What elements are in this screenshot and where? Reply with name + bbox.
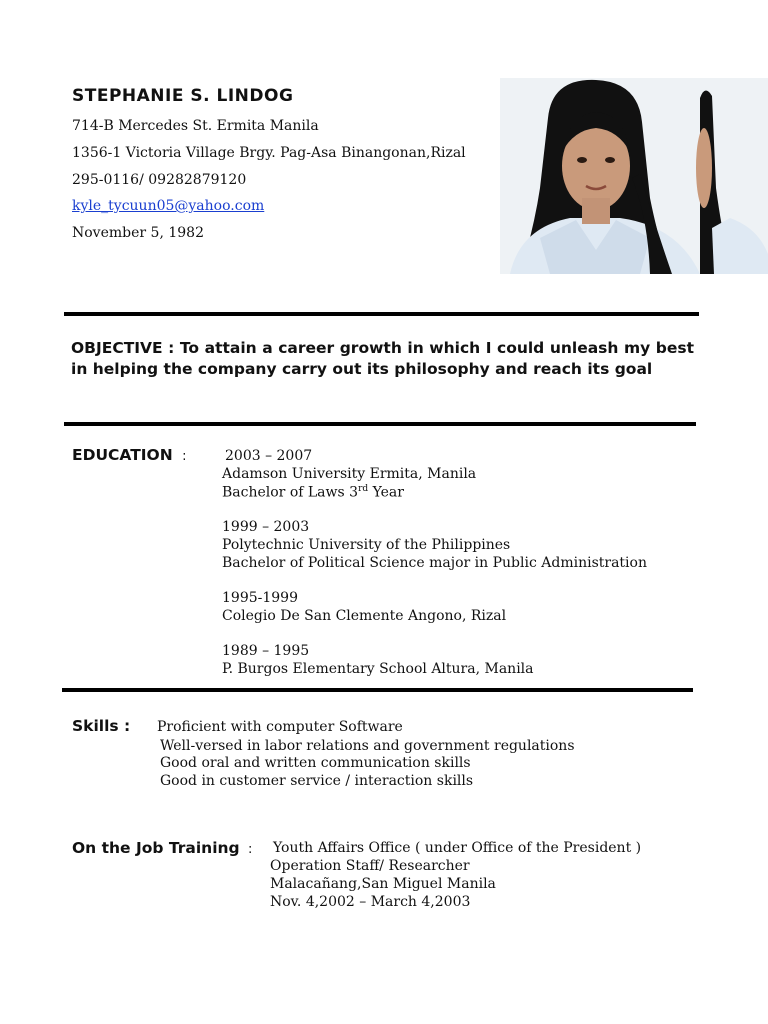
edu-2-school: Polytechnic University of the Philippines bbox=[222, 537, 511, 553]
skill-item: Well-versed in labor relations and government regulations bbox=[160, 738, 575, 754]
ojt-heading bbox=[72, 839, 252, 857]
ojt-location: Malacañang,San Miguel Manila bbox=[270, 876, 496, 892]
skill-item: Good oral and written communication skills bbox=[160, 755, 471, 771]
birthdate: November 5, 1982 bbox=[72, 225, 204, 241]
applicant-name: STEPHANIE S. LINDOG bbox=[72, 86, 294, 106]
edu-1-years: 2003 – 2007 bbox=[225, 448, 313, 464]
divider-top bbox=[64, 312, 699, 316]
education-heading-label: EDUCATION bbox=[72, 446, 173, 464]
divider-objective bbox=[64, 422, 696, 426]
skill-item: Good in customer service / interaction skills bbox=[160, 773, 474, 789]
skills-heading: Skills : bbox=[72, 717, 131, 735]
education-heading bbox=[72, 446, 187, 464]
skill-item: Proficient with computer Software bbox=[157, 719, 403, 735]
applicant-photo bbox=[500, 78, 768, 274]
education-colon: : bbox=[182, 449, 187, 464]
ojt-position: Operation Staff/ Researcher bbox=[270, 858, 470, 874]
edu-4-years: 1989 – 1995 bbox=[222, 643, 310, 659]
address-line-1: 714-B Mercedes St. Ermita Manila bbox=[72, 118, 319, 134]
edu-3-years: 1995-1999 bbox=[222, 590, 298, 606]
edu-1-degree-tail: Year bbox=[368, 484, 404, 501]
edu-1-degree-text: Bachelor of Laws 3 bbox=[222, 484, 359, 501]
edu-1-degree-sup: rd bbox=[358, 484, 369, 494]
objective-statement: OBJECTIVE : To attain a career growth in which I could unleash my best in helping the company carry out its philosophy and reach its goal bbox=[71, 339, 694, 378]
edu-4-school: P. Burgos Elementary School Altura, Manila bbox=[222, 661, 534, 677]
phone-number: 295-0116/ 09282879120 bbox=[72, 172, 247, 188]
divider-education bbox=[62, 688, 693, 692]
ojt-office: Youth Affairs Office ( under Office of the President ) bbox=[273, 840, 642, 856]
edu-3-school: Colegio De San Clemente Angono, Rizal bbox=[222, 608, 507, 624]
edu-1-degree bbox=[222, 484, 404, 501]
ojt-dates: Nov. 4,2002 – March 4,2003 bbox=[270, 894, 471, 910]
email-link[interactable]: kyle_tycuun05@yahoo.com bbox=[72, 198, 265, 214]
edu-2-years: 1999 – 2003 bbox=[222, 519, 310, 535]
edu-1-school: Adamson University Ermita, Manila bbox=[222, 466, 477, 482]
ojt-colon: : bbox=[248, 842, 253, 857]
ojt-heading-label: On the Job Training bbox=[72, 839, 240, 857]
address-line-2: 1356-1 Victoria Village Brgy. Pag-Asa Binangonan,Rizal bbox=[72, 145, 466, 161]
edu-2-degree: Bachelor of Political Science major in Public Administration bbox=[222, 555, 647, 571]
